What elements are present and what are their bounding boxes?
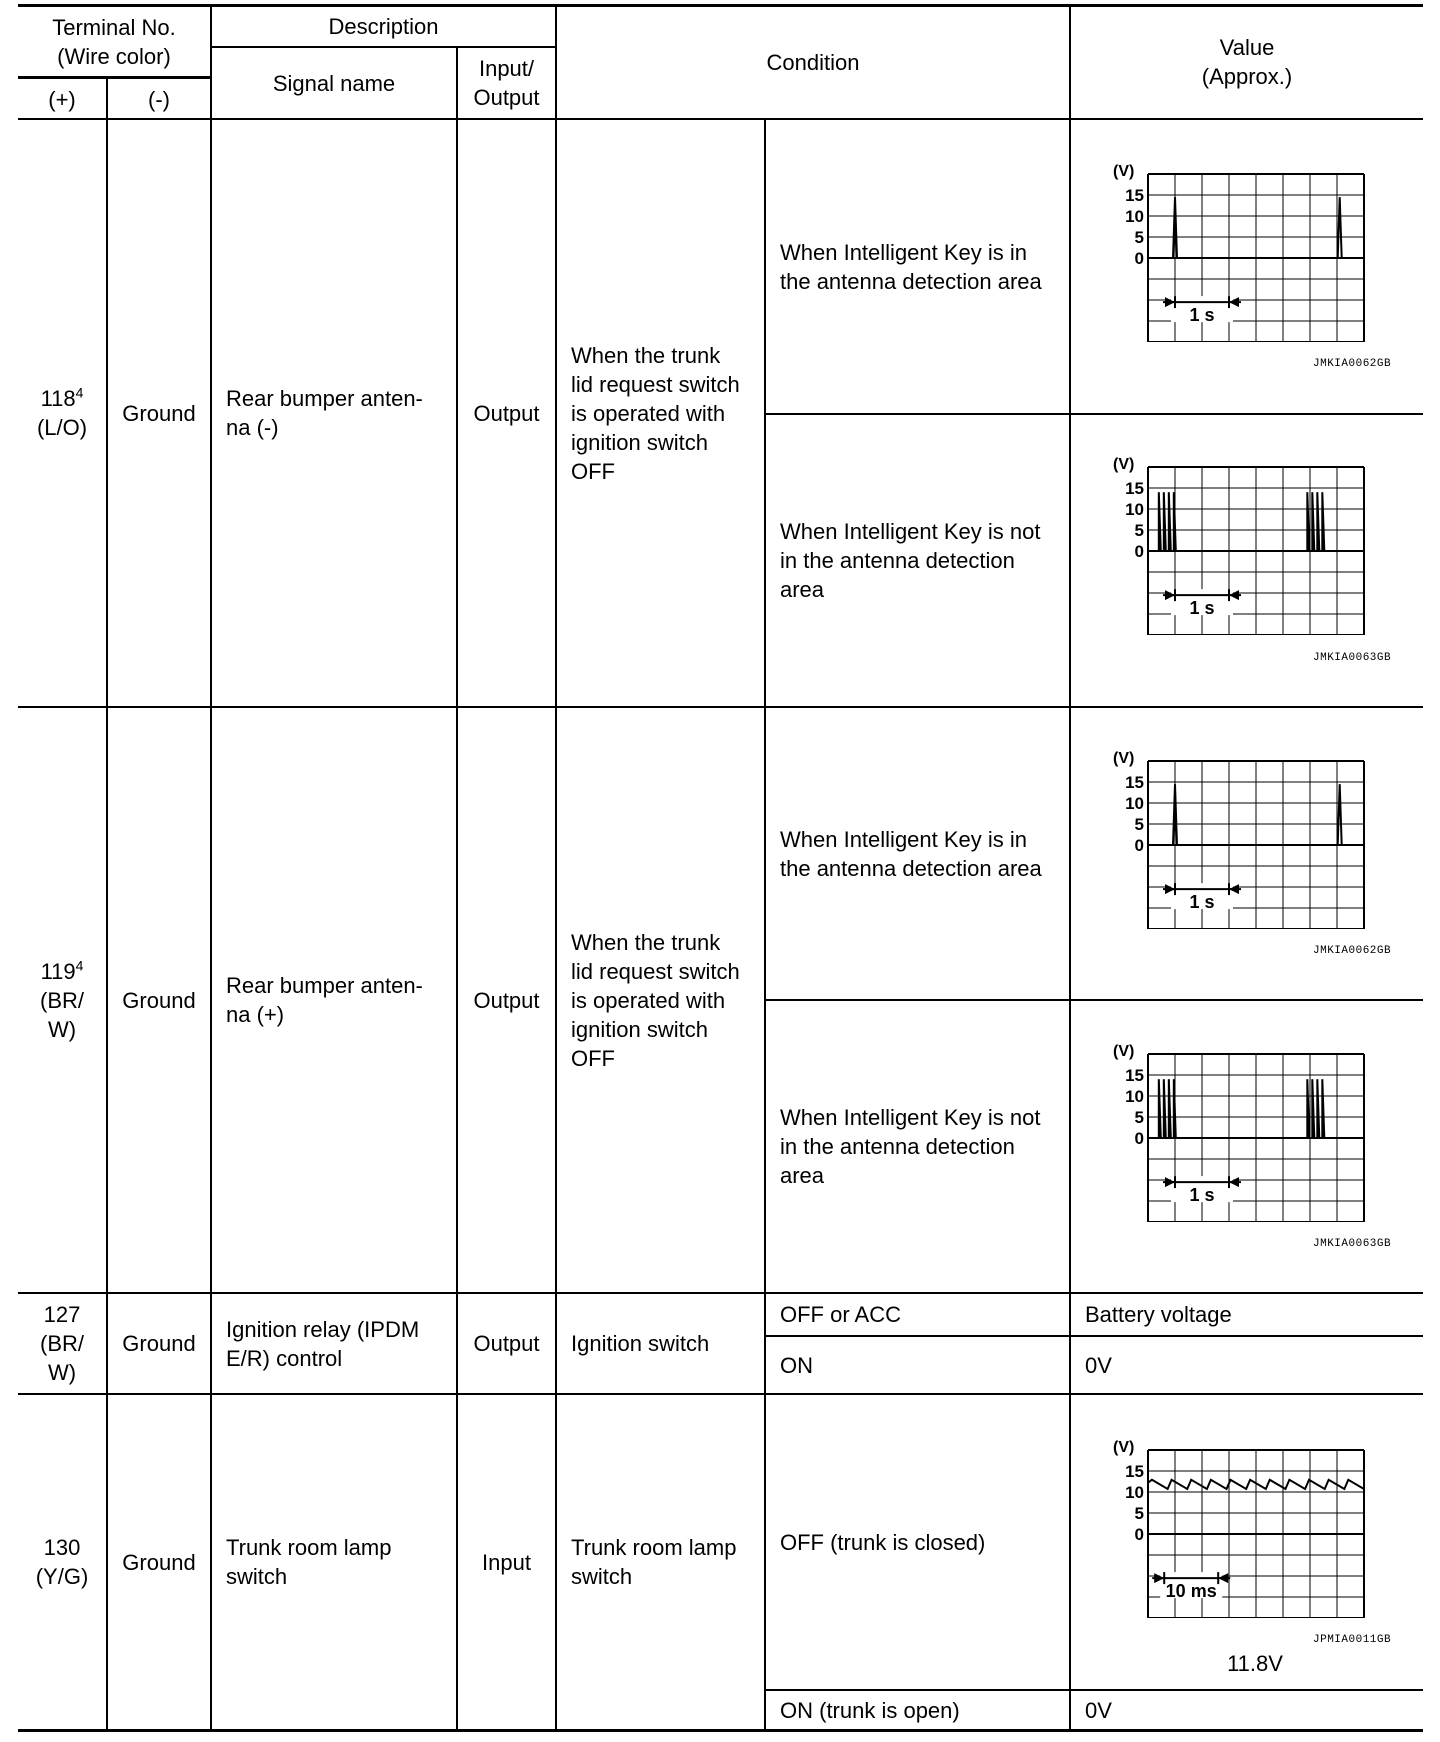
rule (1069, 5, 1071, 1731)
condition-text: When the trunk (571, 929, 721, 955)
waveform-svg (1112, 1042, 1370, 1222)
sub-condition: ON (trunk is open) (780, 1697, 960, 1723)
rule (18, 76, 211, 79)
table-bottom-border (18, 1729, 1423, 1732)
state-text: When Intelligent Key is in (780, 826, 1028, 852)
y-tick-label: 10 (1125, 1483, 1144, 1502)
state-text: the antenna detection area (780, 268, 1042, 294)
y-tick-label: 5 (1134, 1108, 1144, 1127)
value-cell: 0V (1085, 1352, 1112, 1378)
sub-condition: ON (780, 1352, 813, 1378)
header-text: Terminal No. (52, 15, 176, 40)
header-text: (Approx.) (1201, 64, 1293, 89)
signal-trace (1159, 1079, 1325, 1138)
wire-color: (BR/ (40, 987, 84, 1013)
y-unit-label: (V) (1113, 1439, 1135, 1456)
waveform-svg (1112, 162, 1370, 342)
header-text: (Wire color) (57, 44, 171, 69)
y-tick-label: 15 (1125, 1066, 1144, 1085)
terminal-number: $118^4$ (40, 384, 84, 411)
sub-condition (766, 1001, 1069, 1292)
signal-name (212, 708, 456, 1292)
input-output: Output (473, 1331, 540, 1356)
header-value (1071, 6, 1423, 118)
signal-trace (1159, 492, 1325, 551)
y-tick-label: 10 (1125, 207, 1144, 226)
condition-text: ignition switch (571, 1016, 708, 1042)
sub-condition: OFF (trunk is closed) (780, 1529, 986, 1555)
signal-text: na (-) (226, 415, 279, 440)
y-tick-label: 15 (1125, 1462, 1144, 1481)
state-text: When Intelligent Key is not (780, 1105, 1041, 1130)
condition (557, 708, 764, 1292)
y-tick-label: 15 (1125, 186, 1144, 205)
wire-color: W) (47, 1016, 77, 1042)
terminal-plus (18, 120, 106, 706)
wire-color: (BR/ (40, 1331, 84, 1356)
signal-text: switch (226, 1564, 288, 1589)
state-text: area (780, 577, 825, 602)
y-unit-label: (V) (1113, 1043, 1135, 1060)
input-output: Output (473, 987, 540, 1013)
signal-text: E/R) control (226, 1345, 343, 1371)
condition (557, 1294, 764, 1393)
time-scale-label: 10 ms (1165, 1581, 1217, 1602)
condition-text: OFF (571, 458, 615, 484)
value-cell: 0V (1085, 1697, 1112, 1723)
header-text: Value (1219, 35, 1275, 60)
condition-text: ignition switch (571, 429, 708, 455)
signal-text: Rear bumper anten- (226, 386, 423, 411)
signal-name (212, 1294, 456, 1393)
header-terminal-no (18, 8, 210, 76)
waveform-svg (1112, 455, 1370, 635)
terminal-minus: Ground (122, 400, 196, 426)
condition-text: When the trunk (571, 342, 721, 368)
y-tick-label: 15 (1125, 479, 1144, 498)
y-tick-label: 0 (1134, 836, 1144, 855)
input-output: Output (473, 400, 540, 426)
state-text: in the antenna detection (780, 548, 1015, 573)
header-text: Input/ (478, 56, 535, 81)
condition (557, 1395, 764, 1729)
signal-name (212, 1395, 456, 1729)
y-unit-label: (V) (1113, 163, 1135, 180)
sub-condition: OFF or ACC (780, 1302, 902, 1327)
terminal-plus (18, 1294, 106, 1393)
state-text: in the antenna detection (780, 1134, 1015, 1159)
state-text: When Intelligent Key is in (780, 239, 1028, 265)
wire-color: (L/O) (36, 415, 88, 440)
sub-condition (766, 708, 1069, 999)
time-scale-label: 1 s (1189, 598, 1215, 619)
header-input-output (458, 48, 555, 118)
time-scale-label: 1 s (1189, 305, 1215, 326)
wire-color: (Y/G) (35, 1564, 89, 1589)
state-text: the antenna detection area (780, 855, 1042, 881)
time-scale-label: 1 s (1189, 892, 1215, 913)
value-text: 11.8V (1227, 1650, 1283, 1676)
figure-code: JMKIA0063GB (1313, 1238, 1392, 1250)
y-tick-label: 5 (1134, 1504, 1144, 1523)
input-output: Input (482, 1549, 531, 1575)
sub-condition (766, 415, 1069, 706)
state-text: When Intelligent Key is not (780, 519, 1041, 544)
terminal-plus (18, 708, 106, 1292)
y-tick-label: 10 (1125, 794, 1144, 813)
signal-name (212, 120, 456, 706)
y-tick-label: 0 (1134, 1129, 1144, 1148)
waveform (1112, 455, 1370, 635)
signal-trace (1173, 197, 1342, 258)
condition-text: switch (571, 1564, 633, 1589)
wire-color: W) (47, 1360, 77, 1385)
terminal-number: 127 (43, 1302, 81, 1327)
terminal-minus: Ground (122, 1331, 196, 1356)
header-condition: Condition (766, 49, 860, 75)
sub-condition (766, 120, 1069, 413)
time-scale-label: 1 s (1189, 1185, 1215, 1206)
condition-text: lid request switch (571, 958, 740, 984)
y-tick-label: 0 (1134, 1525, 1144, 1544)
header-text: Output (473, 85, 540, 110)
condition-text: lid request switch (571, 371, 740, 397)
waveform-svg (1112, 749, 1370, 929)
waveform (1112, 749, 1370, 929)
condition-text: Trunk room lamp (571, 1535, 737, 1560)
terminal-plus (18, 1395, 106, 1729)
header-signal-name: Signal name (272, 70, 396, 96)
signal-text: Rear bumper anten- (226, 973, 423, 998)
y-unit-label: (V) (1113, 456, 1135, 473)
y-tick-label: 15 (1125, 773, 1144, 792)
waveform (1112, 1438, 1370, 1618)
y-tick-label: 5 (1134, 228, 1144, 247)
state-text: area (780, 1163, 825, 1188)
figure-code: JMKIA0062GB (1313, 945, 1392, 957)
condition-text: Ignition switch (571, 1331, 710, 1356)
signal-text: Ignition relay (IPDM (226, 1316, 420, 1342)
condition-text: is operated with (571, 987, 726, 1013)
waveform (1112, 1042, 1370, 1222)
header-plus: (+) (48, 86, 76, 112)
condition (557, 120, 764, 706)
signal-text: na (+) (226, 1002, 285, 1027)
y-unit-label: (V) (1113, 750, 1135, 767)
terminal-number: 130 (43, 1535, 81, 1560)
y-tick-label: 10 (1125, 500, 1144, 519)
y-tick-label: 0 (1134, 542, 1144, 561)
y-tick-label: 5 (1134, 521, 1144, 540)
waveform (1112, 162, 1370, 342)
y-tick-label: 5 (1134, 815, 1144, 834)
header-description: Description (328, 13, 439, 39)
y-tick-label: 0 (1134, 249, 1144, 268)
terminal-minus: Ground (122, 987, 196, 1013)
figure-code: JMKIA0062GB (1313, 358, 1392, 370)
value-cell: Battery voltage (1085, 1302, 1232, 1327)
waveform-svg (1112, 1438, 1370, 1618)
header-minus: (-) (148, 86, 170, 112)
signal-trace (1173, 784, 1342, 845)
signal-text: Trunk room lamp (226, 1535, 392, 1560)
figure-code: JPMIA0011GB (1313, 1634, 1392, 1646)
terminal-minus: Ground (122, 1549, 196, 1575)
terminal-number: $119^4$ (40, 957, 84, 984)
figure-code: JMKIA0063GB (1313, 652, 1392, 664)
y-tick-label: 10 (1125, 1087, 1144, 1106)
condition-text: OFF (571, 1045, 615, 1071)
condition-text: is operated with (571, 400, 726, 426)
